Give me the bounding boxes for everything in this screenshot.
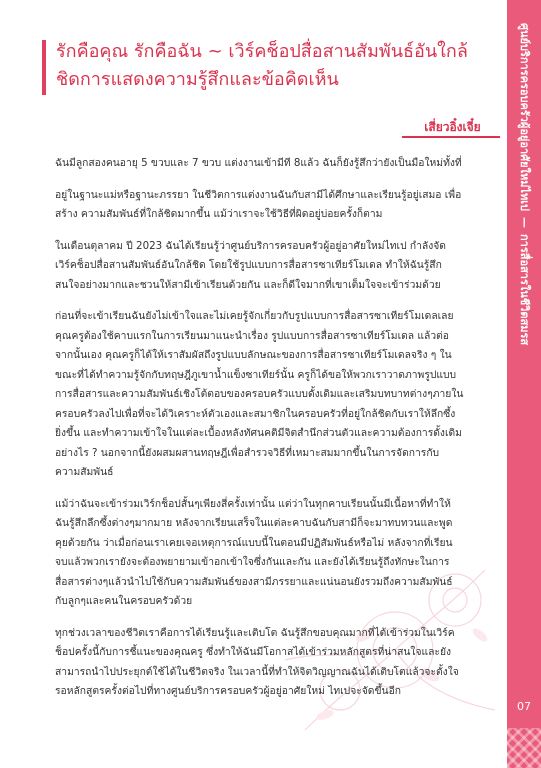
paragraph-line: เวิร์คช็อปสื่อสานสัมพันธ์อันใกล้ชิด โดยใช้รูปแบบการสื่อสารซาเทียร์โมเดล ทำให้ฉันรู้สึก (55, 259, 442, 271)
paragraph-line: ฉันมีลูกสองคนอายุ 5 ขวบและ 7 ขวบ แต่งงานเข้ามีที 8แล้ว ฉันก็ยังรู้สึกว่ายังเป็นมือใหม่ทั้งที่ (55, 157, 462, 169)
body-paragraph (55, 154, 501, 174)
body-paragraph (55, 237, 501, 296)
paragraph-line: อยู่ในฐานะแม่หรือฐานะภรรยา ในชีวิตการแต่งงานฉันกับสามีได้ศึกษาและเรียนรู้อยู่เสมอ เพื่อ (55, 188, 462, 201)
author-underline (402, 136, 500, 138)
paragraph-line: ก่อนที่จะเข้าเรียนฉันยังไม่เข้าใจและไม่เคยรู้จักเกี่ยวกับรูปแบบการสื่อสารซาเทียร์โมเดลเลย (55, 310, 454, 322)
paragraph-line: สื่อสารต่างๆแล้วนำไปใช้กับความสัมพันธ์ของสามีภรรยาและแน่นอนยังรวมถึงความสัมพันธ์ (55, 575, 453, 588)
side-title-topic: การสื่อสารในชีวิตสมรส (518, 233, 531, 346)
body-paragraph (55, 186, 501, 225)
paragraph-line: ในเดือนตุลาคม ปี 2023 ฉันได้เรียนรู้ว่าศูนย์บริการครอบครัวผู้อยู่อาศัยใหม่ไทเป กำลังจัด (55, 239, 446, 252)
paragraph-line: ครอบครัวลงไปเพื่อที่จะได้วิเคราะห์ตัวเองและสมาชิกในครอบครัวที่อยู่ใกล้ชิดกับเราให้ลึกซึ้ง (55, 407, 456, 420)
paragraph-line: ความสัมพันธ์ (55, 466, 114, 478)
side-band (507, 0, 541, 768)
paragraph-line: ยิ่งขึ้น และทำความเข้าใจในแต่ละเบื้องหลังทัศนคติมีจิตสำนึกส่วนตัวและความต้องการดั้งเดิม (55, 427, 462, 439)
paragraph-line: ช็อปครั้งนี้กับการชี้แนะของคุณครู ซึ่งทำให้ฉันมีโอกาสได้เข้าร่วมหลักสูตรที่น่าสนใจและยัง (55, 646, 452, 658)
title-line-2: ชิดการแสดงความรู้สึกและข้อคิดเห็น (56, 69, 339, 90)
paragraph-line: ทุกช่วงเวลาของชีวิตเราคือการได้เรียนรู้และเติบโต ฉันรู้สึกขอบคุณมากที่ได้เข้าร่วมในเวิร์ค (55, 626, 455, 639)
body-paragraph (55, 624, 501, 702)
paragraph-line: สนใจอย่างมากและชวนให้สามีเข้าเรียนด้วยกัน และก็ดีใจมากที่เขาเต็มใจจะเข้าร่วมด้วย (55, 278, 441, 291)
body-paragraph (55, 307, 501, 483)
paragraph-line: จากนั้นเอง คุณครูก็ได้ให้เราสัมผัสถึงรูปแบบลักษณะของการสื่อสารซาเทียร์โมเดลจริง ๆ ใน (55, 349, 452, 361)
paragraph-line: แม้ว่าฉันจะเข้าร่วมเวิร์กช็อปสั้นๆเพียงสี่ครั้งเท่านั้น แต่ว่าในทุกคาบเรียนนั้นมีเนื้อหาที่ทำให้ (55, 497, 451, 510)
article-title (56, 38, 496, 94)
paragraph-line: คุยด้วยกัน ว่าเมื่อก่อนเราเคยเจอเหตุการณ์แบบนี้ในตอนมีปฏิสัมพันธ์หรือไม่ หลังจากที่เรียน (55, 536, 453, 549)
paragraph-line: ฉันรู้สึกลึกซึ้งต่างๆมากมาย หลังจากเรียนเสร็จในแต่ละคาบฉันกับสามีก็จะมาทบทวนและพูด (55, 517, 453, 529)
title-accent-bar (42, 40, 46, 95)
title-line-1: รักคือคุณ รักคือฉัน ~ เวิร์คช็อปสื่อสานสัมพันธ์อันใกล้ (56, 41, 468, 62)
page-number: 07 (517, 700, 531, 713)
paragraph-line: กับลูกๆและคนในครอบครัวด้วย (55, 595, 193, 607)
paragraph-line: อย่างไร ? นอกจากนี้ยังผสมผสานทฤษฎีเพื่อสำรวจวิธีที่เหมาะสมมากขึ้นในการจัดการกับ (55, 446, 440, 459)
author-name: เสี่ยวอิ๋งเจี๋ย (424, 120, 481, 134)
paragraph-line: จบแล้วพวกเรายังจะต้องพยายามเข้าอกเข้าใจซึ่งกันและกัน และยังได้เรียนรู้ถึงทักษะในการ (55, 556, 450, 568)
body-paragraph (55, 495, 501, 612)
paragraph-line: ขณะที่ได้ทำความรู้จักกับทฤษฎีภูเขาน้ำแข็งซาเทียร์นั้น ครูก็ได้ขอให้พวกเราวาดภาพรูปแบบ (55, 368, 457, 381)
band-pattern (507, 728, 541, 768)
side-title-org: ศูนย์บริการครอบครัวผู้อยู่อาศัยใหม่ไทเป (518, 22, 531, 211)
side-section-title (507, 14, 541, 354)
side-title-separator: — (518, 216, 531, 228)
paragraph-line: สร้าง ความสัมพันธ์ที่ใกล้ชิดมากขึ้น แม้ว่าเราจะใช้วิธีที่ผิดอยู่บ่อยครั้งก็ตาม (55, 208, 383, 220)
paragraph-line: สามารถนำไปประยุกต์ใช้ได้ในชีวิตจริง ในเวลานี้ที่ทำให้จิตวิญญาณฉันได้เติบโตแล้วจะตั้งใจ (55, 665, 459, 678)
article-body (55, 154, 501, 714)
paragraph-line: การสื่อสารและความสัมพันธ์เชิงโต้ตอบของครอบครัวแบบดั้งเดิมและเสริมบทบาทต่างๆภายใน (55, 388, 464, 400)
paragraph-line: รอหลักสูตรครั้งต่อไปที่ทางศูนย์บริการครอบครัวผู้อยู่อาศัยใหม่ ไทเปจะจัดขึ้นอีก (55, 685, 401, 697)
paragraph-line: คุณครูต้องใช้คาบแรกในการเรียนมาแนะนำเรื่อง รูปแบบการสื่อสารซาเทียร์โมเดล แล้วต่อ (55, 329, 449, 342)
